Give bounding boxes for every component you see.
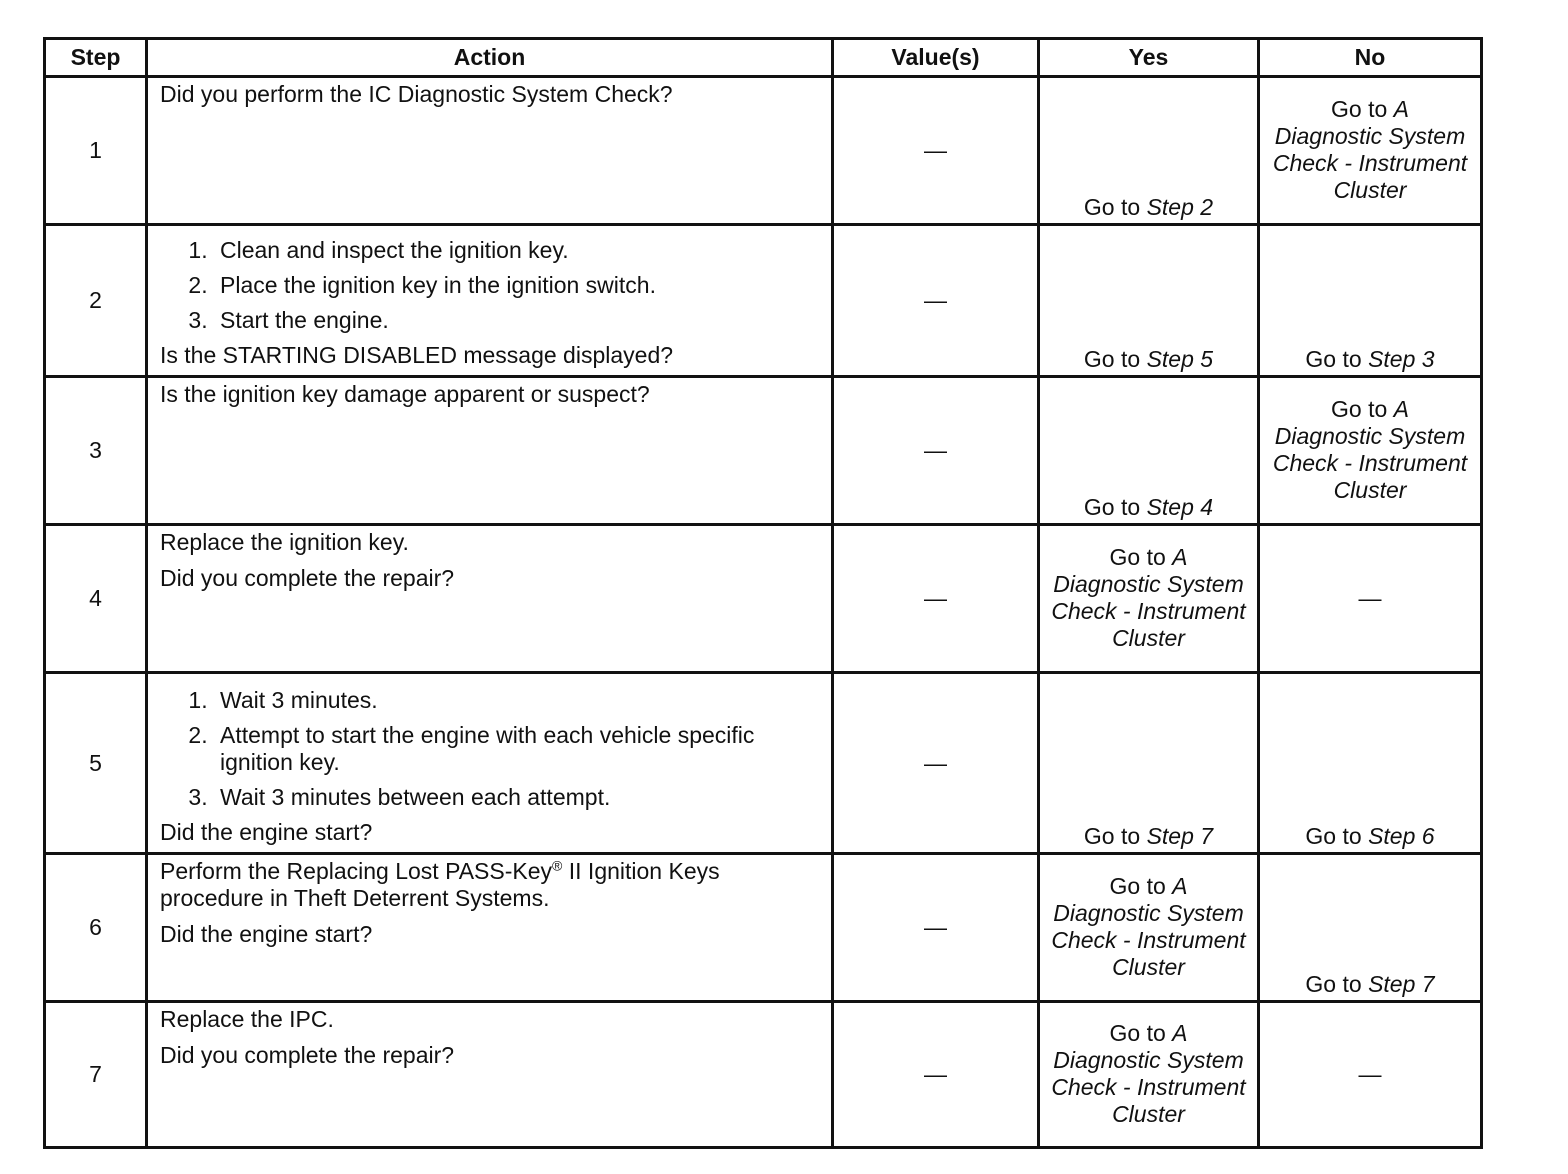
yes-cell — [1039, 225, 1259, 377]
no-target: Step 6 — [1368, 823, 1435, 849]
step-number: 3 — [45, 377, 147, 525]
no-cell — [1259, 673, 1482, 854]
action-cell — [147, 225, 833, 377]
yes-cell — [1039, 377, 1259, 525]
diag-ref-a: A — [1172, 543, 1188, 570]
go-to-text: Go to — [1083, 346, 1141, 372]
diagnostic-table — [43, 37, 1483, 1149]
yes-cell — [1039, 525, 1259, 673]
instruction-text: Perform the Replacing Lost PASS-Key — [160, 858, 553, 884]
action-instruction: Replace the ignition key. — [160, 529, 409, 555]
go-to-text: Go to — [1305, 346, 1362, 372]
diag-ref-rest: Diagnostic System Check - Instrument Cluster — [1272, 122, 1468, 203]
action-step: 2. Place the ignition key in the ignition switch. — [214, 272, 821, 299]
no-cell — [1259, 225, 1482, 377]
table-row — [45, 377, 1482, 525]
table-row — [45, 854, 1482, 1002]
go-to-text: Go to — [1083, 494, 1141, 520]
action-question: Did the engine start? — [160, 819, 373, 845]
action-cell — [147, 673, 833, 854]
yes-cell — [1039, 77, 1259, 225]
no-cell — [1259, 377, 1482, 525]
go-to-text: Go to — [1331, 395, 1388, 422]
header-action: Action — [147, 39, 833, 77]
value-cell: — — [833, 525, 1039, 673]
action-question: Did you complete the repair? — [160, 1042, 455, 1068]
table-row — [45, 673, 1482, 854]
go-to-text: Go to — [1305, 971, 1362, 997]
no-cell — [1259, 77, 1482, 225]
header-row — [45, 39, 1482, 77]
go-to-text: Go to — [1083, 194, 1141, 220]
table-row — [45, 225, 1482, 377]
action-step: 1. Wait 3 minutes. — [214, 687, 821, 714]
diag-ref-a: A — [1172, 1019, 1188, 1046]
diag-ref-rest: Diagnostic System Check - Instrument Cluster — [1272, 422, 1468, 503]
action-steps — [160, 687, 821, 811]
step-number: 2 — [45, 225, 147, 377]
registered-mark: ® — [552, 857, 563, 874]
yes-cell — [1039, 1002, 1259, 1148]
diag-ref-a: A — [1393, 395, 1409, 422]
action-steps — [160, 237, 821, 334]
no-target: Step 3 — [1368, 346, 1435, 372]
diag-ref-rest: Diagnostic System Check - Instrument Cluster — [1051, 899, 1246, 980]
action-question: Did the engine start? — [160, 921, 373, 947]
header-yes: Yes — [1039, 39, 1259, 77]
header-values: Value(s) — [833, 39, 1039, 77]
yes-target: Step 2 — [1146, 194, 1214, 220]
no-cell — [1259, 854, 1482, 1002]
yes-cell — [1039, 673, 1259, 854]
step-number: 6 — [45, 854, 147, 1002]
diag-ref-a: A — [1393, 95, 1409, 122]
go-to-text: Go to — [1331, 95, 1388, 122]
yes-target: Step 7 — [1146, 823, 1214, 849]
action-step: 2. Attempt to start the engine with each vehicle specific ignition key. — [214, 722, 821, 776]
step-number: 7 — [45, 1002, 147, 1148]
value-cell: — — [833, 77, 1039, 225]
go-to-text: Go to — [1305, 823, 1362, 849]
action-step: 1. Clean and inspect the ignition key. — [214, 237, 821, 264]
action-instruction — [160, 858, 821, 912]
value-cell: — — [833, 673, 1039, 854]
no-cell: — — [1259, 525, 1482, 673]
action-cell — [147, 77, 833, 225]
action-cell — [147, 854, 833, 1002]
yes-target: Step 4 — [1146, 494, 1214, 520]
value-cell: — — [833, 1002, 1039, 1148]
no-cell: — — [1259, 1002, 1482, 1148]
diag-ref-rest: Diagnostic System Check - Instrument Cluster — [1051, 570, 1246, 651]
value-cell: — — [833, 377, 1039, 525]
go-to-text: Go to — [1109, 543, 1166, 570]
go-to-text: Go to — [1109, 1019, 1166, 1046]
value-cell: — — [833, 225, 1039, 377]
yes-cell — [1039, 854, 1259, 1002]
action-cell — [147, 525, 833, 673]
action-question: Did you complete the repair? — [160, 565, 455, 591]
header-step: Step — [45, 39, 147, 77]
action-question: Is the STARTING DISABLED message displayed? — [160, 342, 674, 368]
value-cell: — — [833, 854, 1039, 1002]
table-row — [45, 1002, 1482, 1148]
table-row — [45, 525, 1482, 673]
action-question: Is the ignition key damage apparent or suspect? — [160, 381, 650, 407]
step-number: 1 — [45, 77, 147, 225]
action-step: 3. Wait 3 minutes between each attempt. — [214, 784, 821, 811]
diag-ref-rest: Diagnostic System Check - Instrument Cluster — [1051, 1046, 1246, 1127]
action-instruction: Replace the IPC. — [160, 1006, 334, 1032]
instruction-text: II Ignition Keys procedure in Theft Deterrent Systems. — [160, 858, 720, 911]
no-target: Step 7 — [1368, 971, 1435, 997]
step-number: 4 — [45, 525, 147, 673]
go-to-text: Go to — [1109, 872, 1166, 899]
go-to-text: Go to — [1083, 823, 1141, 849]
action-step: 3. Start the engine. — [214, 307, 821, 334]
action-cell — [147, 377, 833, 525]
diag-ref-a: A — [1172, 872, 1188, 899]
header-no: No — [1259, 39, 1482, 77]
step-number: 5 — [45, 673, 147, 854]
yes-target: Step 5 — [1146, 346, 1214, 372]
action-question: Did you perform the IC Diagnostic System Check? — [160, 81, 673, 107]
table-row — [45, 77, 1482, 225]
action-cell — [147, 1002, 833, 1148]
